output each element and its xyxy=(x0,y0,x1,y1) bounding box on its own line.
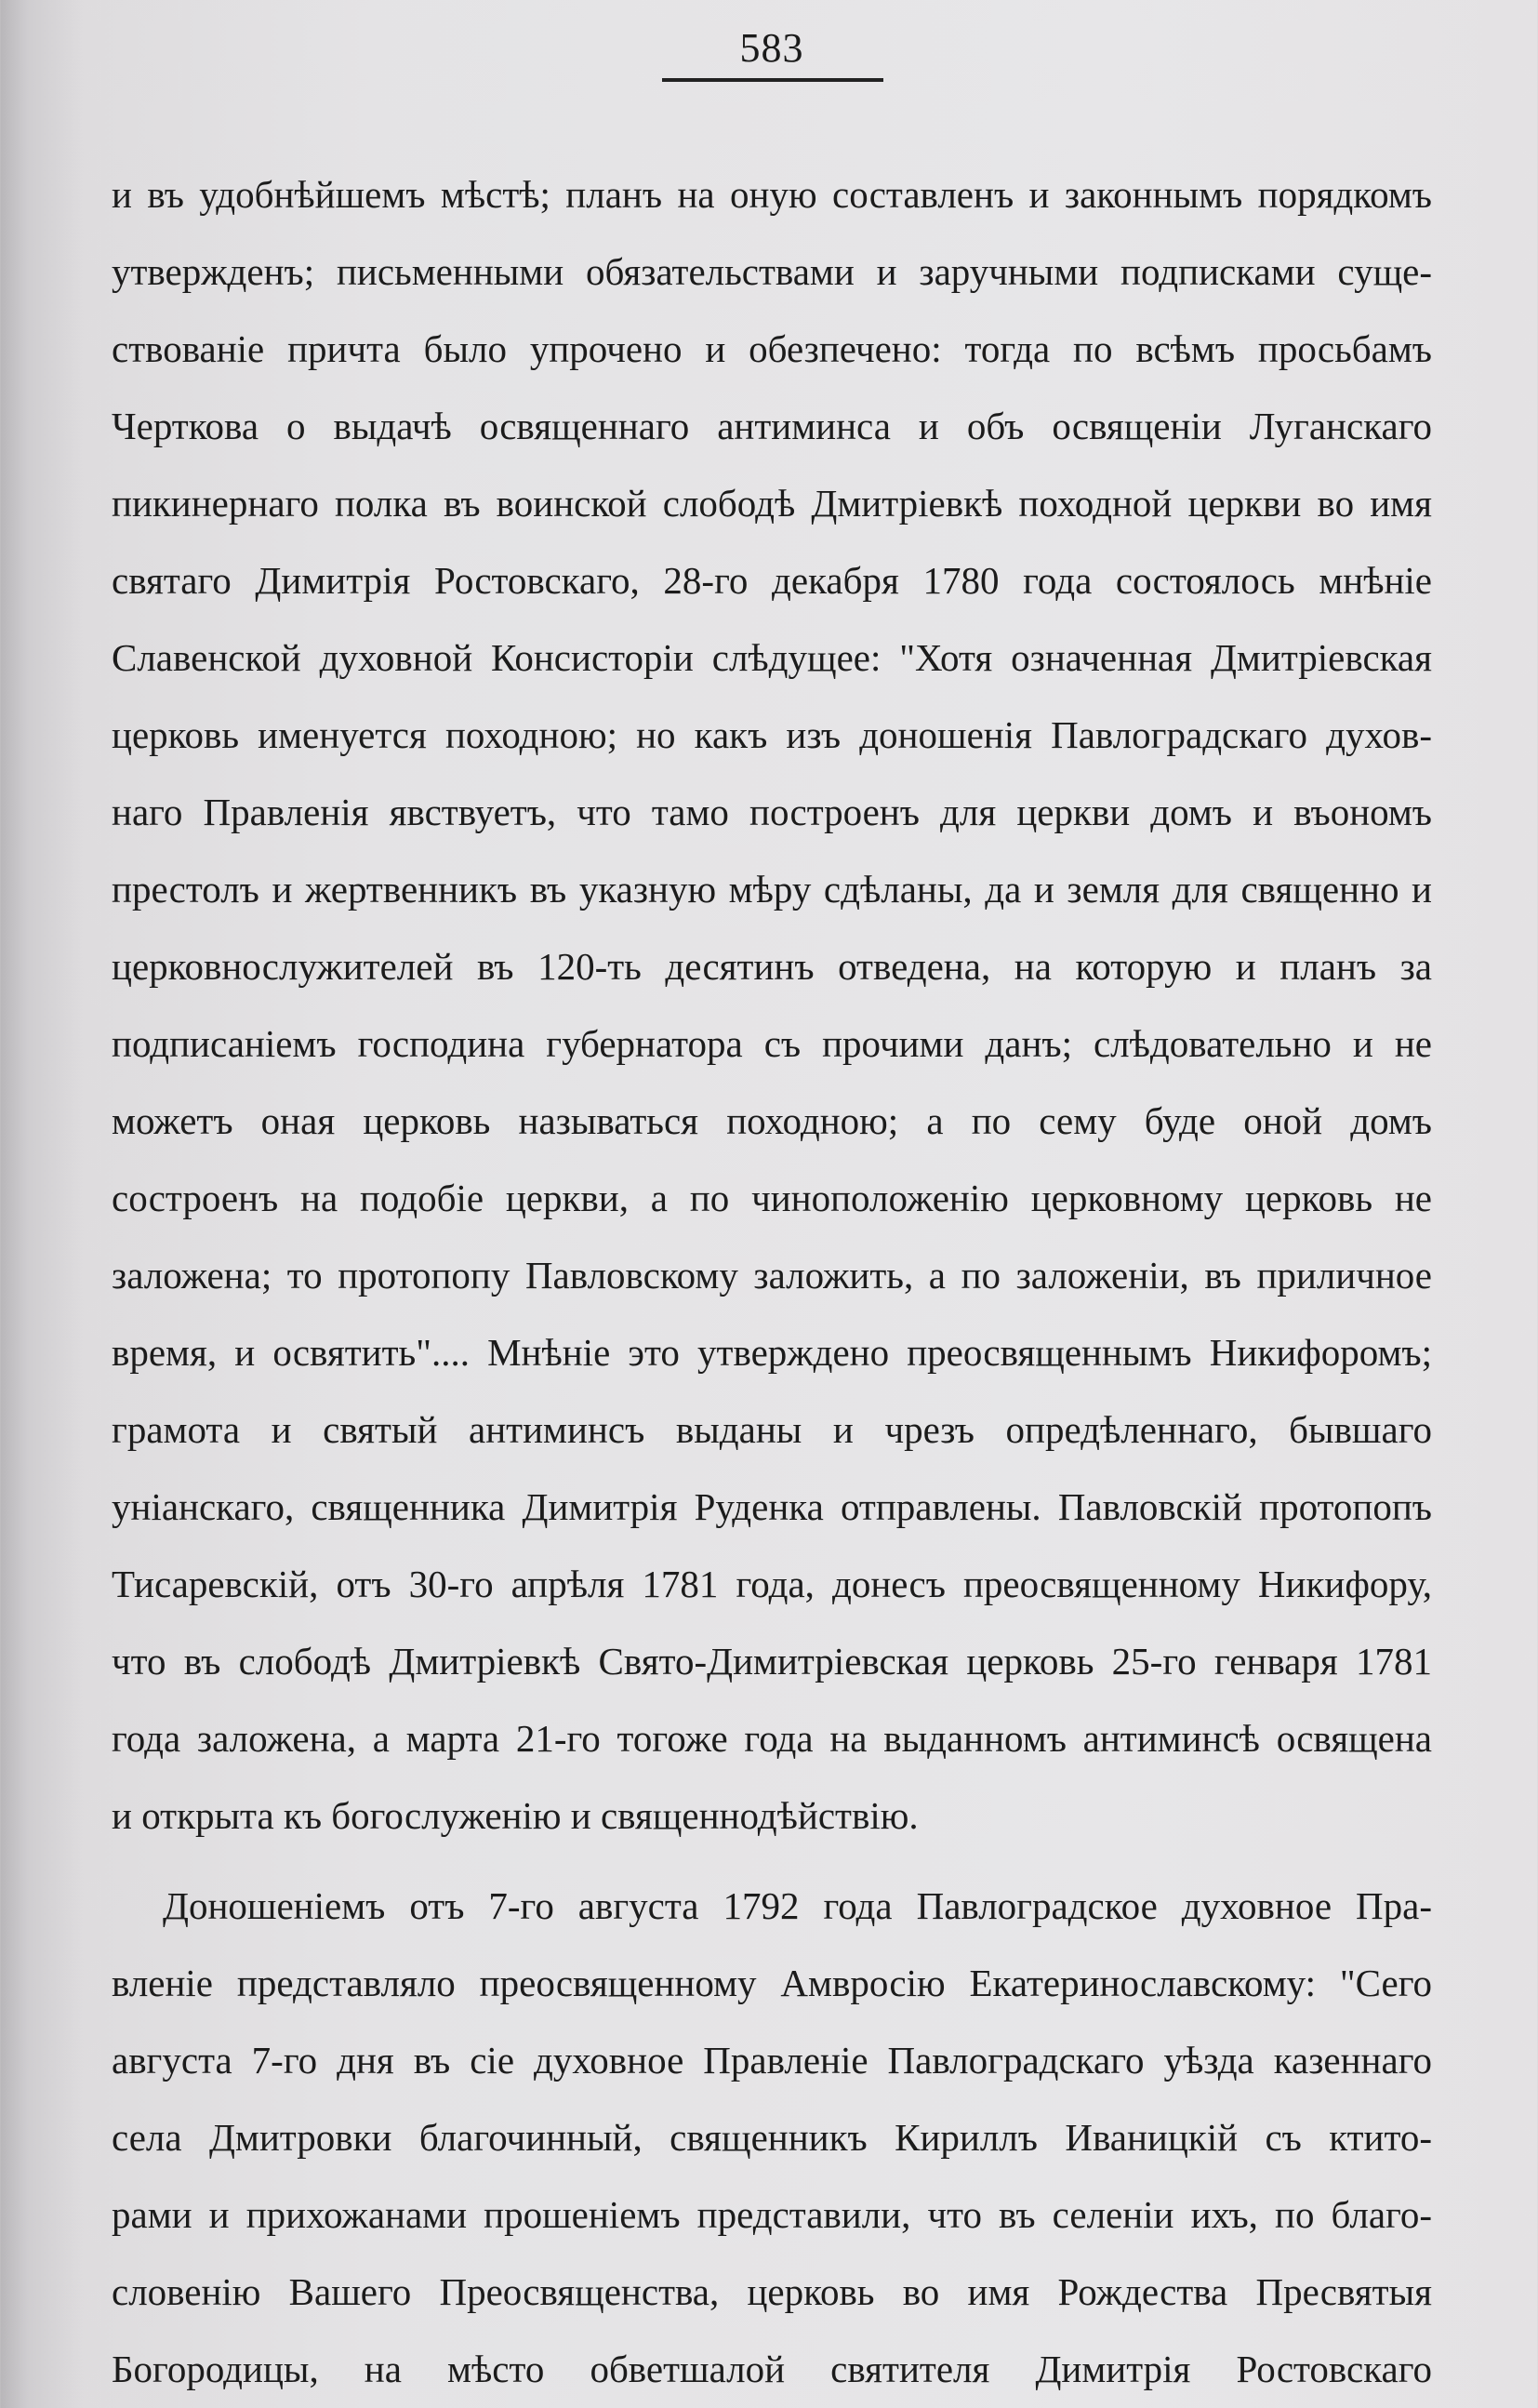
text-line: ствованіе причта было упрочено и обезпечено: тогда по всѣмъ просьбамъ xyxy=(112,327,1432,370)
text-line: и открыта къ богослуженію и священнодѣйствію. xyxy=(112,1794,919,1837)
text-line: уніанскаго, священника Димитрія Руденка отправлены. Павловскій протопопъ xyxy=(112,1485,1432,1528)
text-line: пикинернаго полка въ воинской слободѣ Дмитріевкѣ походной церкви во имя xyxy=(112,482,1432,525)
text-line: Черткова о выдачѣ освященнаго антиминса и объ освященіи Луганскаго xyxy=(112,405,1432,447)
text-line: время, и освятить".... Мнѣніе это утверждено преосвященнымъ Никифоромъ; xyxy=(112,1331,1432,1374)
text-line: Славенской духовной Консисторіи слѣдущее: "Хотя означенная Дмитріевская xyxy=(112,636,1432,679)
text-line: можетъ оная церковь называться походною; а по сему буде оной домъ xyxy=(112,1099,1432,1142)
text-line: что въ слободѣ Дмитріевкѣ Свято-Димитріевская церковь 25-го генваря 1781 xyxy=(112,1640,1432,1683)
text-line: состроенъ на подобіе церкви, а по чиноположенію церковному церковь не xyxy=(112,1177,1432,1219)
text-line: села Дмитровки благочинный, священникъ Кириллъ Иваницкій съ ктито- xyxy=(112,2116,1432,2159)
text-line: года заложена, а марта 21-го тогоже года на выданномъ антиминсѣ освящена xyxy=(112,1717,1432,1760)
text-line: заложена; то протопопу Павловскому заложить, а по заложеніи, въ приличное xyxy=(112,1254,1432,1297)
text-line: утвержденъ; письменными обязательствами и заручными подписками суще- xyxy=(112,250,1432,293)
text-line: престолъ и жертвенникъ въ указную мѣру сдѣланы, да и земля для священно и xyxy=(112,868,1432,911)
text-line: Богородицы, на мѣсто обветшалой святителя Димитрія Ростовскаго xyxy=(112,2348,1432,2390)
header-rule xyxy=(662,78,883,82)
paragraph-gap xyxy=(112,1855,1432,1868)
text-line: Доношеніемъ отъ 7-го августа 1792 года Павлоградское духовное Пра- xyxy=(163,1884,1432,1927)
text-line: церковнослужителей въ 120-ть десятинъ отведена, на которую и планъ за xyxy=(112,945,1432,988)
text-line: подписаніемъ господина губернатора съ прочими данъ; слѣдовательно и не xyxy=(112,1022,1432,1065)
text-line: августа 7-го дня въ сіе духовное Правленіе Павлоградскаго уѣзда казеннаго xyxy=(112,2039,1432,2082)
text-line: Тисаревскій, отъ 30-го апрѣля 1781 года, донесъ преосвященному Никифору, xyxy=(112,1563,1432,1605)
text-line: рами и прихожанами прошеніемъ представили, что въ селеніи ихъ, по благо- xyxy=(112,2193,1432,2236)
page-number: 583 xyxy=(739,25,804,71)
text-line: святаго Димитрія Ростовскаго, 28-го декабря 1780 года состоялось мнѣніе xyxy=(112,559,1432,602)
text-line: словенію Вашего Преосвященства, церковь во имя Рождества Пресвятыя xyxy=(112,2270,1432,2313)
text-line: и въ удобнѣйшемъ мѣстѣ; планъ на оную составленъ и законнымъ порядкомъ xyxy=(112,173,1432,216)
text-line: церковь именуется походною; но какъ изъ доношенія Павлоградскаго духов- xyxy=(112,713,1432,756)
body-text xyxy=(112,156,1432,2408)
text-line: грамота и святый антиминсъ выданы и чрезъ опредѣленнаго, бывшаго xyxy=(112,1408,1432,1451)
text-line: вленіе представляло преосвященному Амвросію Екатеринославскому: "Сего xyxy=(112,1962,1432,2004)
text-line: наго Правленія явствуетъ, что тамо построенъ для церкви домъ и въономъ xyxy=(112,791,1432,833)
